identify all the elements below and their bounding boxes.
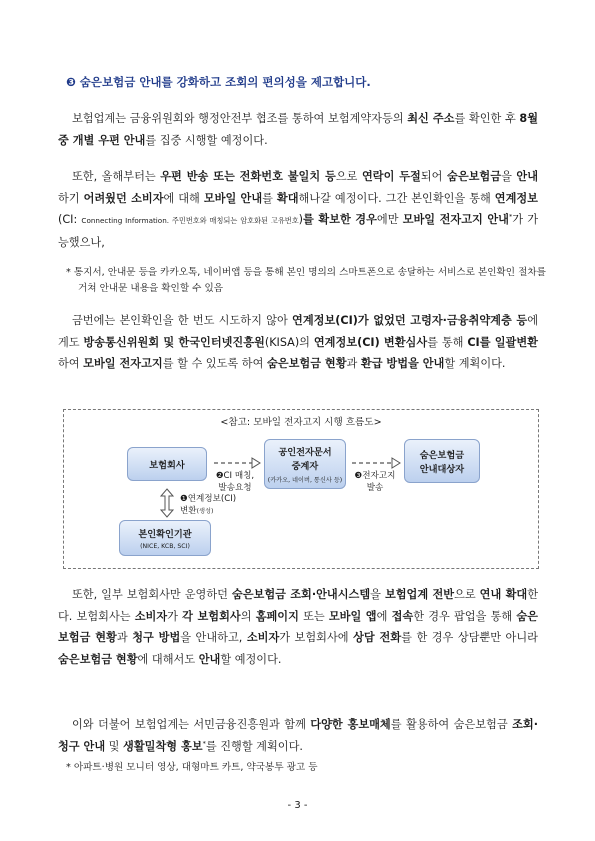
- paragraph-ci-conversion: 금번에는 본인확인을 한 번도 시도하지 않아 연계정보(CI)가 없었던 고령자·금융취약계층 등에게도 방송통신위원회 및 한국인터넷진흥원(KISA)의 연계정보(CI) 변환심사를 통해 CI를 일괄변환하여 모바일 전자고지를 할 수 있도록 하여 숨은보험금 현황과 환급 방법을 안내할 계획이다.: [58, 314, 538, 370]
- insurer-box: 보험회사: [127, 447, 207, 481]
- page-number: - 3 -: [287, 800, 308, 811]
- footnote-mobile-notice: * 통지서, 안내문 등을 카카오톡, 네이버앱 등을 통해 본인 명의의 스마트폰으로 송달하는 서비스로 본인확인 절차를 거쳐 안내문 내용을 확인할 수 있음: [66, 267, 546, 294]
- paragraph-promotion: 이와 더불어 보험업계는 서민금융진흥원과 함께 다양한 홍보매체를 활용하여 숨은보험금 조회·청구 안내 및 생활밀착형 홍보*를 진행할 계획이다.: [58, 718, 538, 753]
- flow-diagram: [63, 409, 539, 569]
- arrow-broker-to-target: [350, 455, 402, 471]
- arrow-insurer-verifier: [159, 488, 175, 518]
- paragraph-mobile-notice: 또한, 올해부터는 우편 반송 또는 전화번호 불일치 등으로 연락이 두절되어 숨은보험금을 안내하기 어려웠던 소비자에 대해 모바일 안내를 확대해나갈 예정이다. 그간 본인확인을 통해 연계정보(CI: Connecting Information. 주민번호와 매칭되는 암호화된 고유번호)를 확보한 경우에만 모바일 전자고지 안내*가 가능했으나,: [58, 170, 539, 249]
- footnote-promotion: * 아파트·병원 모니터 영상, 대형마트 카트, 약국봉투 광고 등: [66, 762, 318, 773]
- section-marker: ❸: [66, 75, 76, 89]
- section-heading-text: 숨은보험금 안내를 강화하고 조회의 편의성을 제고합니다.: [79, 75, 371, 89]
- verifier-box: 본인확인기관 (NICE, KCB, SCI): [119, 520, 211, 556]
- target-box: 숨은보험금 안내대상자: [404, 439, 480, 483]
- paragraph-address-mail: 보험업계는 금융위원회와 행정안전부 협조를 통하여 보험계약자등의 최신 주소를 확인한 후 8월 중 개별 우편 안내를 집중 시행할 예정이다.: [58, 112, 538, 147]
- step3-label: ❸전자고지 발송: [354, 471, 396, 493]
- diagram-title: <참고: 모바일 전자고지 시행 흐름도>: [220, 417, 382, 428]
- step2-label: ❷CI 매칭, 발송요청: [215, 471, 255, 493]
- broker-box: 공인전자문서 중계자 (카카오, 네이버, 통신사 등): [264, 439, 346, 489]
- section-heading: [66, 74, 546, 90]
- paragraph-lookup-system: 또한, 일부 보험회사만 운영하던 숨은보험금 조회·안내시스템을 보험업계 전반으로 연내 확대한다. 보험회사는 소비자가 각 보험회사의 홈페이지 또는 모바일 앱에 접속한 경우 팝업을 통해 숨은보험금 현황과 청구 방법을 안내하고, 소비자가 보험회사에 상담 전화를 한 경우 상담뿐만 아니라 숨은보험금 현황에 대해서도 안내할 예정이다.: [58, 588, 539, 666]
- step1-label: ❶연계정보(CI) 변환(생성): [180, 494, 237, 516]
- arrow-insurer-to-broker: [212, 455, 262, 471]
